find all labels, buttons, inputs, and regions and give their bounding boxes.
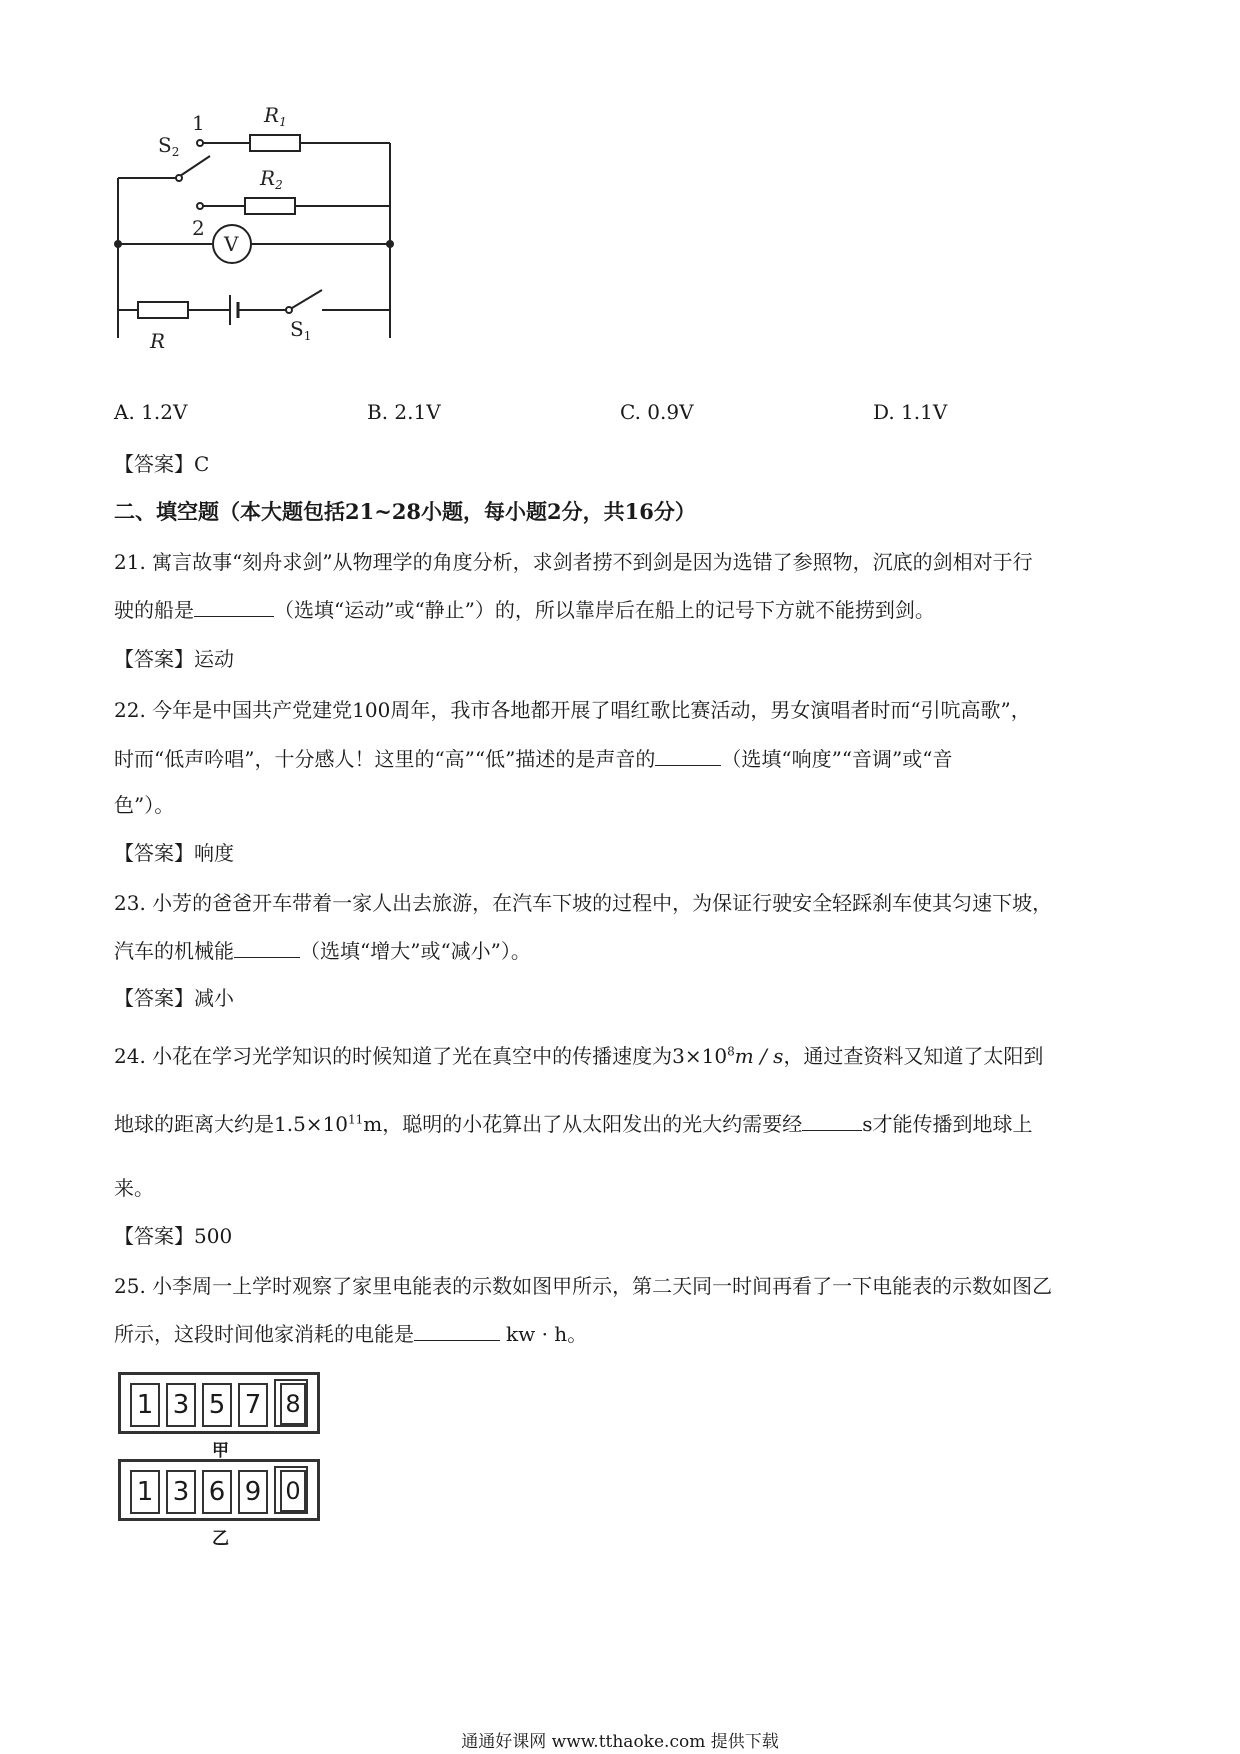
q22-line3: 色”）。 (114, 793, 175, 817)
q24-text-d: ，聪明的小花算出了从太阳发出的光大约需要经 (382, 1112, 803, 1136)
q23-text-b: （选填“增大”或“减小”）。 (300, 939, 531, 963)
q21-text-a: 驶的船是 (114, 598, 194, 622)
q21-line1: 21. 寓言故事“刻舟求剑”从物理学的角度分析，求剑者捞不到剑是因为选错了参照物，沉底的剑相对于行 (114, 550, 1033, 574)
meter-decimal-frame (274, 1379, 308, 1427)
option-c: C. 0.9V (620, 400, 694, 424)
answer-value: 减小 (194, 986, 234, 1010)
distance-formula: $1.5\times 10^{11}m$ (274, 1112, 383, 1136)
page-footer: 通通好课网 www.tthaoke.com 提供下载 (461, 1732, 779, 1752)
answer-value: 响度 (194, 841, 234, 865)
q25-line2 (114, 1318, 587, 1347)
q23-text-a: 汽车的机械能 (114, 939, 234, 963)
q23-line2 (114, 935, 531, 964)
meter-yi (118, 1459, 320, 1521)
answer-tag: 【答案】 (114, 647, 194, 671)
q20-answer (114, 448, 209, 477)
q21-line2 (114, 594, 935, 623)
meter-digit: 1 (130, 1383, 160, 1427)
light-speed-formula: $3\times 10^8m / s$ (672, 1044, 784, 1068)
q23-answer (114, 982, 234, 1011)
q24-text-a: 24. 小花在学习光学知识的时候知道了光在真空中的传播速度为 (114, 1044, 673, 1068)
q24-text-c: 地球的距离大约是 (114, 1112, 274, 1136)
q25-text-b: 。 (567, 1322, 588, 1346)
q24-text-b: ，通过查资料又知道了太阳到 (783, 1044, 1044, 1068)
q22-text-b: （选填“响度”“音调”或“音 (721, 747, 953, 771)
q22-line2 (114, 743, 952, 772)
meter-digit: 5 (202, 1383, 232, 1427)
q22-blank[interactable] (655, 747, 721, 766)
meter-digit: 0 (280, 1470, 306, 1512)
option-b: B. 2.1V (367, 400, 441, 424)
option-d: D. 1.1V (873, 400, 948, 424)
q24-text-e: s才能传播到地球上 (862, 1112, 1033, 1136)
q25-unit: kw · h (506, 1322, 568, 1346)
q25-line1: 25. 小李周一上学时观察了家里电能表的示数如图甲所示，第二天同一时间再看了一下电能表的示数如图乙 (114, 1274, 1053, 1298)
r1-label: $R_1$ (264, 103, 287, 129)
s2-label: $S_2$ (158, 133, 180, 159)
q25-text-a: 所示，这段时间他家消耗的电能是 (114, 1322, 414, 1346)
r-label: R (150, 329, 166, 353)
q22-line1: 22. 今年是中国共产党建党100周年，我市各地都开展了唱红歌比赛活动，男女演唱者时而“引吭高歌”， (114, 698, 1031, 722)
answer-tag: 【答案】 (114, 841, 194, 865)
q25-blank[interactable] (414, 1322, 500, 1341)
q24-line2 (114, 1108, 1033, 1137)
meter-digit: 8 (280, 1383, 306, 1425)
q24-answer (114, 1220, 232, 1249)
answer-tag: 【答案】 (114, 1224, 194, 1248)
q23-line1: 23. 小芳的爸爸开车带着一家人出去旅游，在汽车下坡的过程中，为保证行驶安全轻踩刹车使其匀速下坡， (114, 891, 1053, 915)
voltmeter-label: V (224, 232, 239, 256)
q21-blank[interactable] (194, 598, 274, 617)
terminal-1-label: 1 (192, 111, 205, 135)
q21-text-b: （选填“运动”或“静止”）的，所以靠岸后在船上的记号下方就不能捞到剑。 (274, 598, 935, 622)
meter-digit: 9 (238, 1470, 268, 1514)
q24-line3: 来。 (114, 1176, 154, 1200)
r2-label: $R_2$ (260, 166, 283, 192)
answer-tag: 【答案】 (114, 986, 194, 1010)
answer-tag: 【答案】 (114, 452, 194, 476)
terminal-2-label: 2 (192, 216, 205, 240)
meter-digit: 6 (202, 1470, 232, 1514)
meter-digit: 3 (166, 1383, 196, 1427)
q22-answer (114, 837, 234, 866)
meter-yi-label: 乙 (212, 1529, 229, 1549)
meter-digit: 3 (166, 1470, 196, 1514)
answer-value: C (194, 452, 210, 476)
circuit-diagram (100, 90, 420, 390)
meter-digit: 7 (238, 1383, 268, 1427)
meter-jia-label: 甲 (212, 1441, 229, 1461)
q21-answer (114, 643, 234, 672)
answer-value: 运动 (194, 647, 234, 671)
q22-text-a: 时而“低声吟唱”，十分感人！这里的“高”“低”描述的是声音的 (114, 747, 656, 771)
q24-blank[interactable] (802, 1112, 862, 1131)
s1-label: $S_1$ (290, 317, 312, 343)
option-a: A. 1.2V (114, 400, 188, 424)
q24-line1 (114, 1040, 1043, 1069)
meter-decimal-frame (274, 1466, 308, 1514)
answer-value: 500 (194, 1224, 233, 1248)
meter-digit: 1 (130, 1470, 160, 1514)
meter-jia (118, 1372, 320, 1434)
section-heading: 二、填空题（本大题包括21~28小题，每小题2分，共16分） (114, 499, 696, 524)
q23-blank[interactable] (234, 939, 300, 958)
